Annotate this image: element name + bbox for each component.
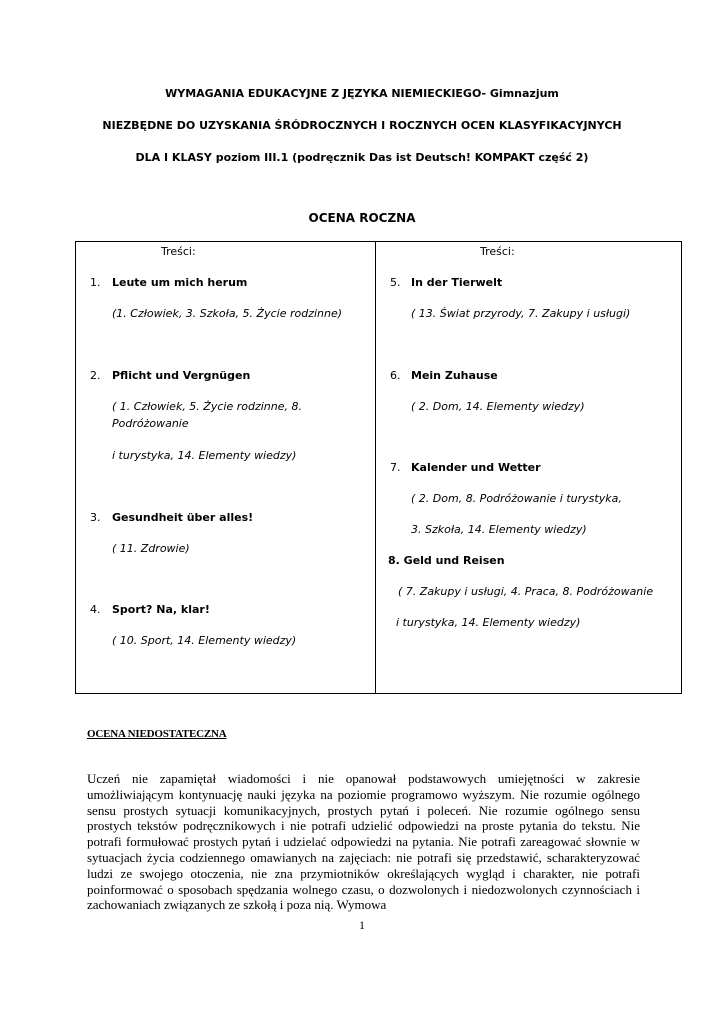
right-column-heading: Treści: [480,245,515,258]
left-item-1-title: Leute um mich herum [112,276,248,289]
column-divider [375,242,376,693]
right-item-8-title: 8. Geld und Reisen [388,554,505,567]
left-item-2-topics-line-3: i turystyka, 14. Elementy wiedzy) [112,449,297,462]
right-item-6-title: Mein Zuhause [411,369,498,382]
right-item-7-topics-line-2: 3. Szkoła, 14. Elementy wiedzy) [411,523,587,536]
left-item-4-number: 4. [90,603,101,616]
left-column-heading: Treści: [161,245,196,258]
right-item-8-topics-line-1: ( 7. Zakupy i usługi, 4. Praca, 8. Podróżowanie [398,585,654,598]
right-item-5-number: 5. [390,276,401,289]
doc-title-line-2: NIEZBĘDNE DO UZYSKANIA ŚRÓDROCZNYCH I ROCZNYCH OCEN KLASYFIKACYJNYCH [102,119,622,132]
left-item-2-topics-line-2: Podróżowanie [112,417,189,430]
right-item-6-number: 6. [390,369,401,382]
right-item-6-topics: ( 2. Dom, 14. Elementy wiedzy) [411,400,585,413]
content-table [75,241,682,694]
right-item-5-title: In der Tierwelt [411,276,503,289]
grade-description-paragraph: Uczeń nie zapamiętał wiadomości i nie opanował podstawowych umiejętności w zakresie umożliwiającym kontynuację nauki języka na poziomie programowo wyższym. Nie rozumie ogólnego sensu prostych sytuacji komunikacyjnych, prostych pytań i poleceń. Nie rozumie ogólnego sensu prostych tekstów podręcznikowych i nie potrafi udzielić odpowiedzi na proste pytania do tekstu. Nie potrafi formułować prostych pytań i udzielać odpowiedzi na pytania. Nie potrafi zareagować słownie w sytuacjach życia codziennego omawianych na zajęciach: nie potrafi się przedstawić, scharakteryzować ludzi ze swojego otoczenia, nie zna przymiotników określających wygląd i charakter, nie potrafi poinformować o sposobach spędzania wolnego czasu, o dozwolonych i niedozwolonych czynnościach i zachowaniach związanych ze szkołą i poza nią. Wymowa [87,771,640,913]
left-item-3-number: 3. [90,511,101,524]
right-item-7-number: 7. [390,461,401,474]
section-title: OCENA ROCZNA [308,211,416,225]
left-item-3-title: Gesundheit über alles! [112,511,254,524]
left-item-2-topics-line-1: ( 1. Człowiek, 5. Życie rodzinne, 8. [112,400,302,413]
doc-title-line-1: WYMAGANIA EDUKACYJNE Z JĘZYKA NIEMIECKIEGO- Gimnazjum [165,87,559,100]
right-item-7-title: Kalender und Wetter [411,461,541,474]
left-item-4-title: Sport? Na, klar! [112,603,210,616]
left-item-3-topics: ( 11. Zdrowie) [112,542,190,555]
doc-title-line-3: DLA I KLASY poziom III.1 (podręcznik Das ist Deutsch! KOMPAKT część 2) [135,151,589,164]
right-item-5-topics: ( 13. Świat przyrody, 7. Zakupy i usługi) [411,307,631,320]
grade-heading: OCENA NIEDOSTATECZNA [87,728,227,740]
left-item-1-topics: (1. Człowiek, 3. Szkoła, 5. Życie rodzinne) [112,307,343,320]
right-item-7-topics-line-1: ( 2. Dom, 8. Podróżowanie i turystyka, [411,492,622,505]
page-number: 1 [359,918,365,932]
left-item-4-topics: ( 10. Sport, 14. Elementy wiedzy) [112,634,297,647]
right-item-8-topics-line-2: i turystyka, 14. Elementy wiedzy) [396,616,581,629]
left-item-2-number: 2. [90,369,101,382]
left-item-1-number: 1. [90,276,101,289]
left-item-2-title: Pflicht und Vergnügen [112,369,251,382]
